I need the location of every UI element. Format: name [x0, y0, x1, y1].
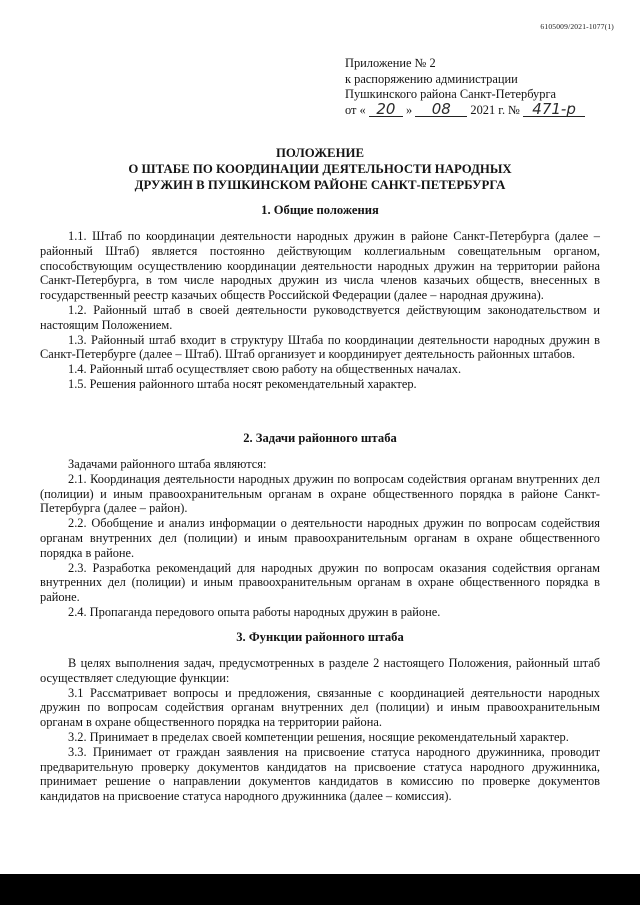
date-year: 2021 г. № [470, 102, 520, 117]
paragraph-2-3: 2.3. Разработка рекомендаций для народных дружин по вопросам оказания содействия органам внутренних дел (полиции) и иным правоохранительным органам в охране общественного порядка в районе. [40, 560, 600, 605]
section-3-intro: В целях выполнения задач, предусмотренных в разделе 2 настоящего Положения, районный штаб осуществляет следующие функции: [40, 656, 600, 685]
date-prefix: от « [345, 102, 366, 117]
paragraph-2-2: 2.2. Обобщение и анализ информации о деятельности народных дружин по вопросам содействия органам внутренних дел (полиции) и иным правоохранительным органам в охране общественного порядка в районе. [40, 516, 600, 560]
paragraph-1-3: 1.3. Районный штаб входит в структуру Штаба по координации деятельности народных дружин в Санкт-Петербурге (далее – Штаб). Штаб организует и координирует деятельность районных штабов. [40, 332, 600, 362]
handwritten-day: 20 [369, 103, 403, 117]
paragraph-2-1: 2.1. Координация деятельности народных дружин по вопросам содействия органам внутренних дел (полиции) и иным правоохранительным органам в охране общественного порядка в районе Санкт-Петербурга (далее – район). [40, 471, 600, 516]
section-2-intro: Задачами районного штаба являются: [68, 457, 267, 471]
paragraph-3-3: 3.3. Принимает от граждан заявления на присвоение статуса народного дружинника, проводит предварительную проверку документов кандидатов на присвоение статуса народного дружинника, принимает решение о направлении документов кандидатов в комиссию по проверке документов кандидатов на присвоение статуса народного дружинника (далее – комиссия). [40, 744, 600, 804]
appendix-date-line [345, 99, 585, 119]
paragraph-1-2: 1.2. Районный штаб в своей деятельности руководствуется действующим законодательством и настоящим Положением. [40, 302, 600, 332]
section-2-body [40, 457, 600, 620]
paragraph-2-4: 2.4. Пропаганда передового опыта работы народных дружин в районе. [68, 604, 441, 619]
paragraph-1-4: 1.4. Районный штаб осуществляет свою работу на общественных началах. [68, 362, 462, 377]
handwritten-number: 471-р [523, 103, 585, 117]
paragraph-1-5: 1.5. Решения районного штаба носят рекомендательный характер. [68, 376, 417, 391]
date-mid: » [405, 102, 413, 117]
section-3-body [40, 656, 600, 804]
section-3-heading: 3. Функции районного штаба [236, 630, 404, 644]
paragraph-3-1: 3.1 Рассматривает вопросы и предложения, связанные с координацией деятельности народных дружин по вопросам содействия органам внутренних дел (полиции) и иным правоохранительным органам в охране общественного порядка на территории района. [40, 685, 600, 730]
appendix-line-3: Пушкинского района Санкт-Петербурга [345, 87, 557, 102]
section-1-heading: 1. Общие положения [261, 203, 379, 217]
paragraph-3-2: 3.2. Принимает в пределах своей компетенции решения, носящие рекомендательный характер. [68, 729, 569, 744]
section-1-body [40, 229, 600, 392]
appendix-line-1: Приложение № 2 [345, 56, 436, 70]
title-line-2: О ШТАБЕ ПО КООРДИНАЦИИ ДЕЯТЕЛЬНОСТИ НАРОДНЫХ [128, 161, 512, 176]
title-line-3: ДРУЖИН В ПУШКИНСКОМ РАЙОНЕ САНКТ-ПЕТЕРБУРГА [134, 177, 506, 192]
scan-bottom-edge [0, 874, 640, 905]
section-2-heading: 2. Задачи районного штаба [243, 431, 397, 445]
appendix-block [345, 56, 585, 118]
appendix-line-2: к распоряжению администрации [345, 71, 518, 86]
document-title [60, 146, 580, 193]
title-line-1: ПОЛОЖЕНИЕ [275, 146, 365, 160]
paragraph-1-1: 1.1. Штаб по координации деятельности народных дружин в районе Санкт-Петербурга (далее – районный Штаб) является постоянно действующим коллегиальным совещательным органом, способствующим осуществлению координации деятельности народных дружин на территории района Санкт-Петербурга, в том числе народных дружин из числа членов казачьих обществ, внесенных в государственный реестр казачьих обществ Российской Федерации (далее – народная дружина). [40, 229, 600, 303]
handwritten-month: 08 [415, 103, 467, 117]
document-id: 6105009/2021-1077(1) [540, 22, 614, 31]
